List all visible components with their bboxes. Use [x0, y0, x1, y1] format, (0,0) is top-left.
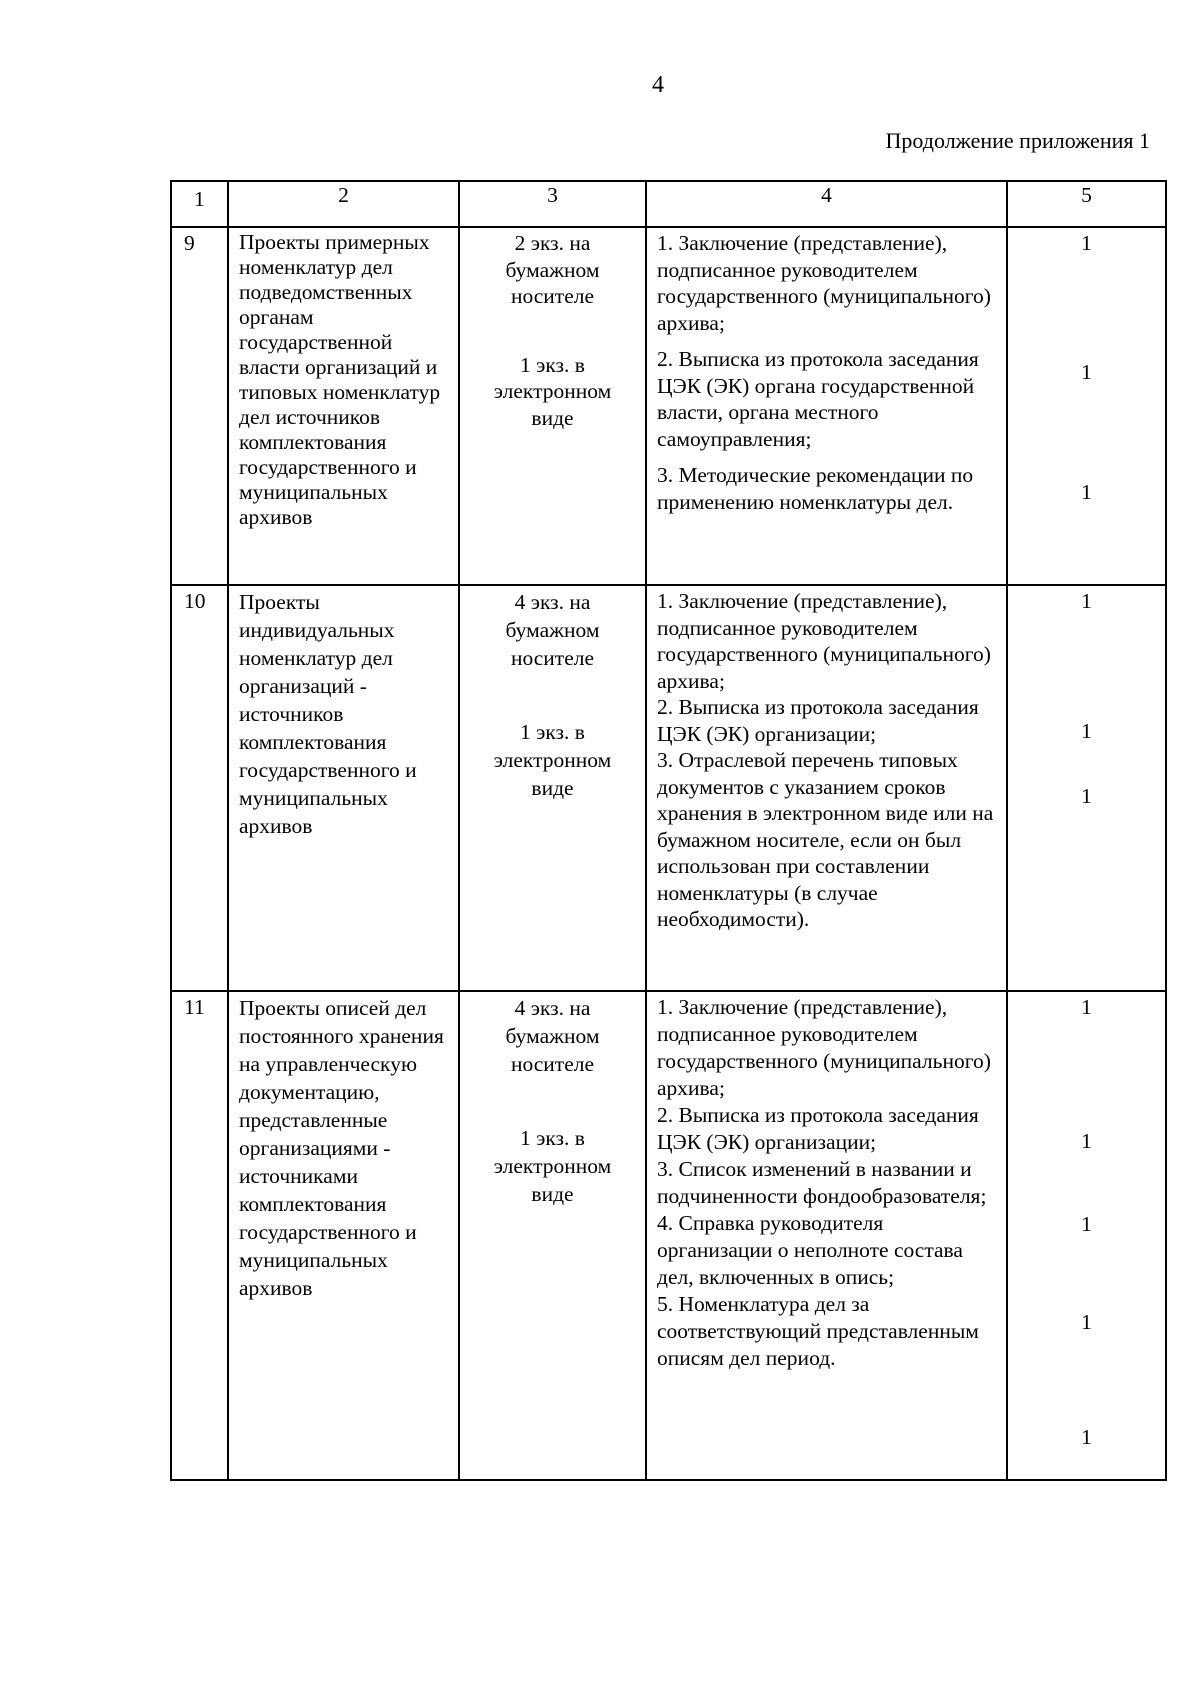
quantity-value: 1 — [1081, 1129, 1092, 1153]
document-item: 3. Отраслевой перечень типовых документов с указанием сроков хранения в электронном виде или на бумажном носителе, если он был использован при составлении номенклатуры (в случае необходимости). — [657, 748, 994, 931]
table-row — [171, 991, 1166, 1480]
document-item: 2. Выписка из протокола заседания ЦЭК (ЭК) организации; — [657, 695, 979, 746]
quantity-value: 1 — [1081, 1310, 1092, 1334]
paper-copies: 4 экз. на бумажном носителе — [505, 590, 600, 670]
quantity-value: 1 — [1081, 1425, 1092, 1449]
document-item: 1. Заключение (представление), подписанное руководителем государственного (муниципального) архива; — [657, 231, 991, 335]
document-item: 1. Заключение (представление), подписанное руководителем государственного (муниципального) архива; — [657, 589, 991, 693]
row-quantities — [1007, 585, 1166, 991]
row-copies — [459, 991, 646, 1480]
paper-copies: 4 экз. на бумажном носителе — [505, 996, 600, 1076]
quantity-value: 1 — [1081, 784, 1092, 808]
document-item: 2. Выписка из протокола заседания ЦЭК (ЭК) органа государственной власти, органа местного самоуправления; — [657, 347, 979, 451]
quantity-value: 1 — [1081, 589, 1092, 613]
page-number: 4 — [652, 72, 664, 98]
document-item: 2. Выписка из протокола заседания ЦЭК (ЭК) организации; — [657, 1103, 979, 1154]
header-cell-3: 3 — [459, 181, 646, 227]
quantity-value: 1 — [1081, 480, 1092, 504]
quantity-value: 1 — [1081, 360, 1092, 384]
document-item: 1. Заключение (представление), подписанное руководителем государственного (муниципального) архива; — [657, 995, 991, 1100]
header-cell-4: 4 — [646, 181, 1007, 227]
header-cell-1: 1 — [171, 181, 228, 227]
table-row — [171, 227, 1166, 585]
header-cell-5: 5 — [1007, 181, 1166, 227]
row-name: Проекты примерных номенклатур дел подведомственных органам государственной власти организаций и типовых номенклатур дел источников комплектования государственного и муниципальных архивов — [228, 227, 459, 585]
electronic-copies: 1 экз. в электронном виде — [493, 1126, 612, 1206]
table-row — [171, 585, 1166, 991]
row-number: 9 — [171, 227, 228, 585]
document-item: 4. Справка руководителя организации о неполноте состава дел, включенных в опись; — [657, 1211, 963, 1289]
row-documents — [646, 585, 1007, 991]
row-quantities — [1007, 227, 1166, 585]
document-item: 5. Номенклатура дел за соответствующий представленным описям дел период. — [657, 1292, 979, 1370]
row-documents — [646, 991, 1007, 1480]
document-item: 3. Методические рекомендации по применению номенклатуры дел. — [657, 463, 974, 514]
quantity-value: 1 — [1081, 231, 1092, 255]
appendix-table — [170, 180, 1167, 1481]
quantity-value: 1 — [1081, 1212, 1092, 1236]
electronic-copies: 1 экз. в электронном виде — [493, 352, 612, 430]
quantity-value: 1 — [1081, 995, 1092, 1019]
quantity-value: 1 — [1081, 719, 1092, 743]
header-cell-2: 2 — [228, 181, 459, 227]
row-number: 10 — [171, 585, 228, 991]
row-documents — [646, 227, 1007, 585]
electronic-copies: 1 экз. в электронном виде — [493, 720, 612, 800]
document-item: 3. Список изменений в названии и подчиненности фондообразователя; — [657, 1157, 987, 1208]
row-quantities — [1007, 991, 1166, 1480]
row-copies — [459, 585, 646, 991]
row-name: Проекты описей дел постоянного хранения на управленческую документацию, представленные организациями - источниками комплектования государственного и муниципальных архивов — [228, 991, 459, 1480]
paper-copies: 2 экз. на бумажном носителе — [505, 231, 600, 308]
table-header-row — [171, 181, 1166, 227]
continuation-label: Продолжение приложения 1 — [885, 128, 1150, 153]
row-copies — [459, 227, 646, 585]
row-name: Проекты индивидуальных номенклатур дел организаций - источников комплектования государственного и муниципальных архивов — [228, 585, 459, 991]
row-number: 11 — [171, 991, 228, 1480]
